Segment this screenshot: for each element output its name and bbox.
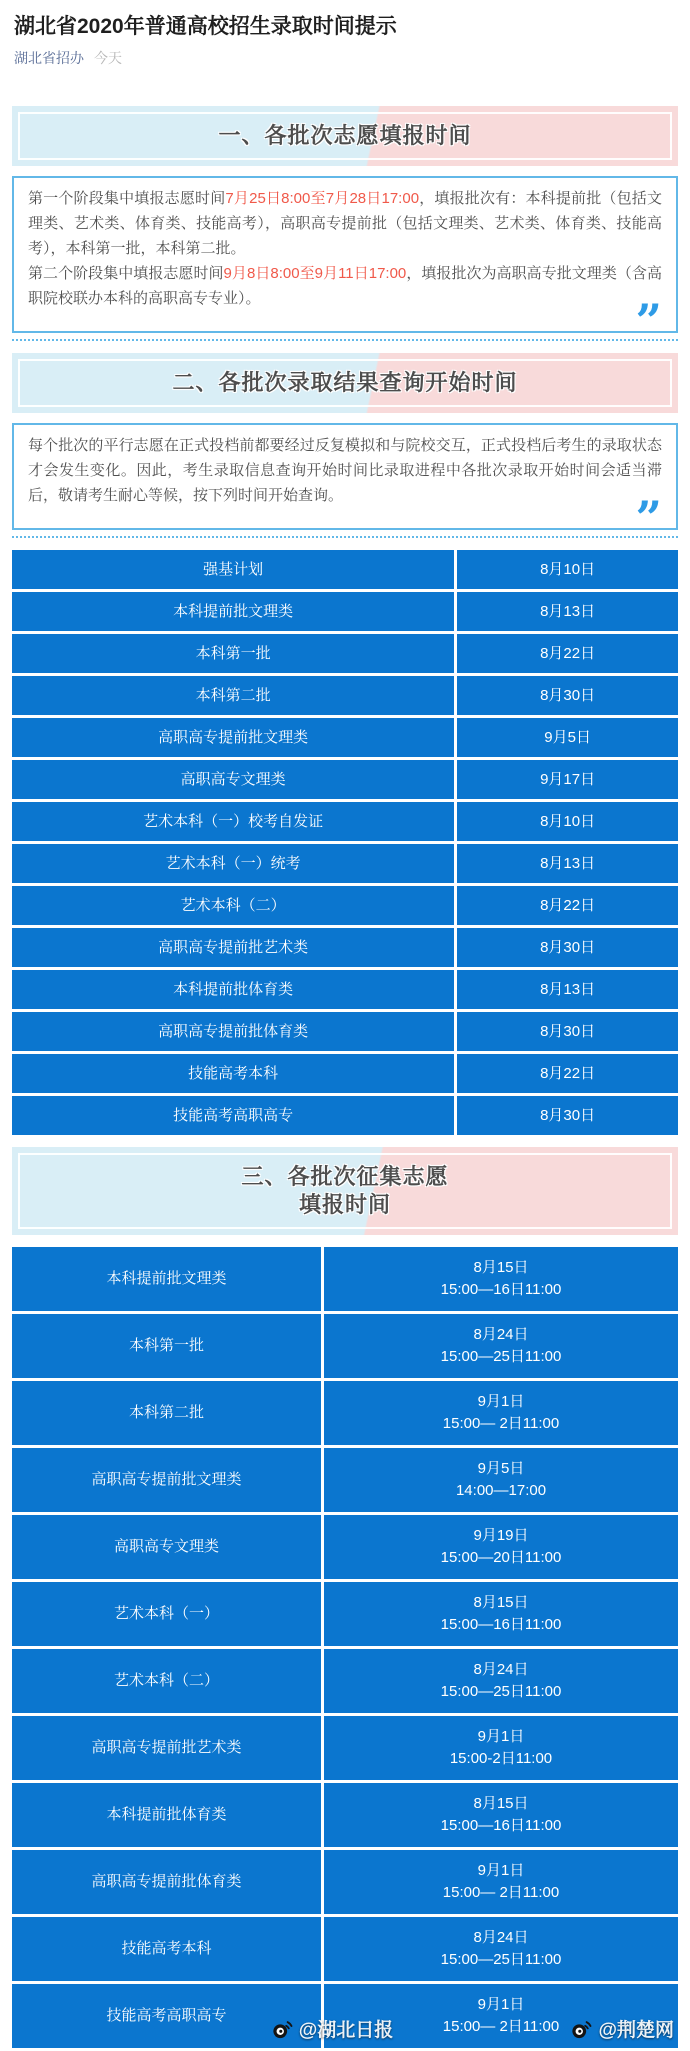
- batch-name: 艺术本科（一）统考: [12, 844, 454, 883]
- section2-heading-banner: [12, 353, 678, 413]
- collect-date: 9月1日: [477, 1728, 525, 1745]
- collect-time-cell: [324, 1448, 678, 1512]
- collect-date: 8月15日: [473, 1259, 529, 1276]
- section3-heading-banner: [12, 1147, 678, 1235]
- section1-heading-banner: [12, 106, 678, 166]
- collect-date: 9月5日: [477, 1460, 525, 1477]
- stage2-dates: 9月8日8:00至9月11日17:00: [223, 265, 407, 282]
- batch-name: 本科提前批体育类: [12, 970, 454, 1009]
- query-date: 8月10日: [457, 550, 678, 589]
- table-row: [12, 1515, 678, 1579]
- section3-heading-line1: 三、各批次征集志愿: [241, 1164, 449, 1189]
- collect-time-cell: [324, 1917, 678, 1981]
- batch-name: 技能高考高职高专: [12, 1096, 454, 1135]
- table-row: [12, 1247, 678, 1311]
- table-row: [12, 1314, 678, 1378]
- table-row: [12, 760, 678, 799]
- collect-time-cell: [324, 1314, 678, 1378]
- table-row: [12, 1012, 678, 1051]
- query-date: 8月22日: [457, 1054, 678, 1093]
- table-row: [12, 1917, 678, 1981]
- section2-quote-box: [12, 423, 678, 545]
- stage1-paragraph: [28, 186, 662, 261]
- section1-heading: 一、各批次志愿填报时间: [218, 123, 472, 148]
- batch-name: 本科第二批: [12, 676, 454, 715]
- collect-time: 15:00-2日11:00: [449, 1750, 553, 1767]
- table-row: [12, 550, 678, 589]
- stage1-rest: ，填报批次有：本科提前批（包括文理类、艺术类、体育类、技能高考），高职高专提前批（包括文理类、艺术类、体育类、技能高考），本科第一批，本科第二批。: [28, 190, 662, 257]
- publish-time: 今天: [94, 50, 122, 66]
- collect-date: 9月1日: [477, 1393, 525, 1410]
- batch-name: 高职高专提前批体育类: [12, 1850, 321, 1914]
- collect-date: 8月24日: [473, 1661, 529, 1678]
- query-notice-paragraph: 每个批次的平行志愿在正式投档前都要经过反复模拟和与院校交互，正式投档后考生的录取状态才会发生变化。因此，考生录取信息查询开始时间比录取进程中各批次录取开始时间会适当滞后，敬请考生耐心等候，按下列时间开始查询。: [28, 437, 662, 504]
- batch-name: 本科提前批文理类: [12, 1247, 321, 1311]
- batch-name: 技能高考本科: [12, 1917, 321, 1981]
- collect-time-cell: [324, 1783, 678, 1847]
- table-row: [12, 844, 678, 883]
- query-date: 8月10日: [457, 802, 678, 841]
- article-header: [0, 0, 690, 68]
- query-date: 8月30日: [457, 1096, 678, 1135]
- table-row: [12, 718, 678, 757]
- table-row: [12, 1850, 678, 1914]
- collect-time: 15:00—20日11:00: [440, 1549, 562, 1566]
- collect-time-cell: [324, 1850, 678, 1914]
- batch-name: 强基计划: [12, 550, 454, 589]
- query-start-table: [12, 550, 678, 1135]
- collect-time-cell: [324, 1381, 678, 1445]
- table-row: [12, 1783, 678, 1847]
- quote-icon: ”: [635, 491, 662, 545]
- query-date: 9月5日: [457, 718, 678, 757]
- batch-name: 高职高专提前批文理类: [12, 718, 454, 757]
- stage2-lead: 第二个阶段集中填报志愿时间: [28, 265, 224, 282]
- batch-name: 高职高专文理类: [12, 1515, 321, 1579]
- table-row: [12, 802, 678, 841]
- byline: [14, 48, 676, 68]
- table-row: [12, 1381, 678, 1445]
- dotted-divider: [12, 536, 678, 538]
- section3-heading-frame: [18, 1153, 672, 1229]
- table-row: [12, 634, 678, 673]
- collect-time: 15:00—16日11:00: [440, 1817, 562, 1834]
- section1-heading-frame: [18, 112, 672, 160]
- table-row: [12, 1716, 678, 1780]
- table-row: [12, 1448, 678, 1512]
- collect-time: 15:00—16日11:00: [440, 1616, 562, 1633]
- dotted-divider: [12, 339, 678, 341]
- stage1-dates: 7月25日8:00至7月28日17:00: [225, 190, 420, 207]
- stage2-paragraph: [28, 261, 662, 311]
- query-date: 8月30日: [457, 928, 678, 967]
- collect-time: 15:00—25日11:00: [440, 1348, 562, 1365]
- section2-heading: 二、各批次录取结果查询开始时间: [172, 370, 518, 395]
- watermark-text: @湖北日报: [298, 2020, 394, 2041]
- collect-time-cell: [324, 1247, 678, 1311]
- section3-heading-line2: 填报时间: [298, 1192, 391, 1217]
- batch-name: 本科第一批: [12, 634, 454, 673]
- collect-volunteer-table: [12, 1247, 678, 2048]
- query-date: 8月13日: [457, 844, 678, 883]
- collect-date: 9月19日: [473, 1527, 529, 1544]
- stage2-rest: ，填报批次为高职高专批文理类（含高职院校联办本科的高职高专专业）。: [28, 265, 662, 307]
- table-row: [12, 676, 678, 715]
- collect-time: 15:00— 2日11:00: [442, 2018, 560, 2035]
- page-title: 湖北省2020年普通高校招生录取时间提示: [14, 15, 397, 38]
- collect-date: 9月1日: [477, 1862, 525, 1879]
- query-date: 8月30日: [457, 676, 678, 715]
- batch-name: 技能高考高职高专: [12, 1984, 321, 2048]
- quote-icon: ”: [635, 294, 662, 348]
- batch-name: 本科第一批: [12, 1314, 321, 1378]
- batch-name: 艺术本科（二）: [12, 1649, 321, 1713]
- watermark-text: @荆楚网: [598, 2020, 674, 2041]
- table-row: [12, 1582, 678, 1646]
- table-row: [12, 886, 678, 925]
- query-date: 8月13日: [457, 970, 678, 1009]
- collect-date: 8月15日: [473, 1594, 529, 1611]
- query-date: 8月22日: [457, 886, 678, 925]
- batch-name: 高职高专文理类: [12, 760, 454, 799]
- collect-time: 15:00— 2日11:00: [442, 1415, 560, 1432]
- collect-time-cell: [324, 1649, 678, 1713]
- batch-name: 本科提前批体育类: [12, 1783, 321, 1847]
- query-date: 8月22日: [457, 634, 678, 673]
- collect-date: 9月1日: [477, 1996, 525, 2013]
- batch-name: 高职高专提前批文理类: [12, 1448, 321, 1512]
- collect-time-cell: [324, 1515, 678, 1579]
- query-date: 9月17日: [457, 760, 678, 799]
- batch-name: 本科第二批: [12, 1381, 321, 1445]
- collect-date: 8月24日: [473, 1326, 529, 1343]
- batch-name: 艺术本科（一）校考自发证: [12, 802, 454, 841]
- batch-name: 技能高考本科: [12, 1054, 454, 1093]
- stage1-lead: 第一个阶段集中填报志愿时间: [28, 190, 226, 207]
- collect-time-cell: [324, 1716, 678, 1780]
- table-row: [12, 970, 678, 1009]
- collect-time: 15:00—25日11:00: [440, 1951, 562, 1968]
- table-row: [12, 592, 678, 631]
- query-date: 8月13日: [457, 592, 678, 631]
- table-row: [12, 1649, 678, 1713]
- batch-name: 艺术本科（一）: [12, 1582, 321, 1646]
- section2-heading-frame: [18, 359, 672, 407]
- query-date: 8月30日: [457, 1012, 678, 1051]
- batch-name: 高职高专提前批体育类: [12, 1012, 454, 1051]
- batch-name: 本科提前批文理类: [12, 592, 454, 631]
- section1-quote-box: [12, 176, 678, 348]
- collect-time: 15:00—25日11:00: [440, 1683, 562, 1700]
- table-row: [12, 1054, 678, 1093]
- collect-time-cell: [324, 1582, 678, 1646]
- table-row: [12, 1096, 678, 1135]
- collect-time: 15:00— 2日11:00: [442, 1884, 560, 1901]
- collect-date: 8月24日: [473, 1929, 529, 1946]
- collect-time: 15:00—16日11:00: [440, 1281, 562, 1298]
- batch-name: 艺术本科（二）: [12, 886, 454, 925]
- batch-name: 高职高专提前批艺术类: [12, 1716, 321, 1780]
- table-row: [12, 928, 678, 967]
- collect-time: 14:00—17:00: [455, 1482, 547, 1499]
- author-link[interactable]: 湖北省招办: [14, 50, 84, 66]
- collect-date: 8月15日: [473, 1795, 529, 1812]
- batch-name: 高职高专提前批艺术类: [12, 928, 454, 967]
